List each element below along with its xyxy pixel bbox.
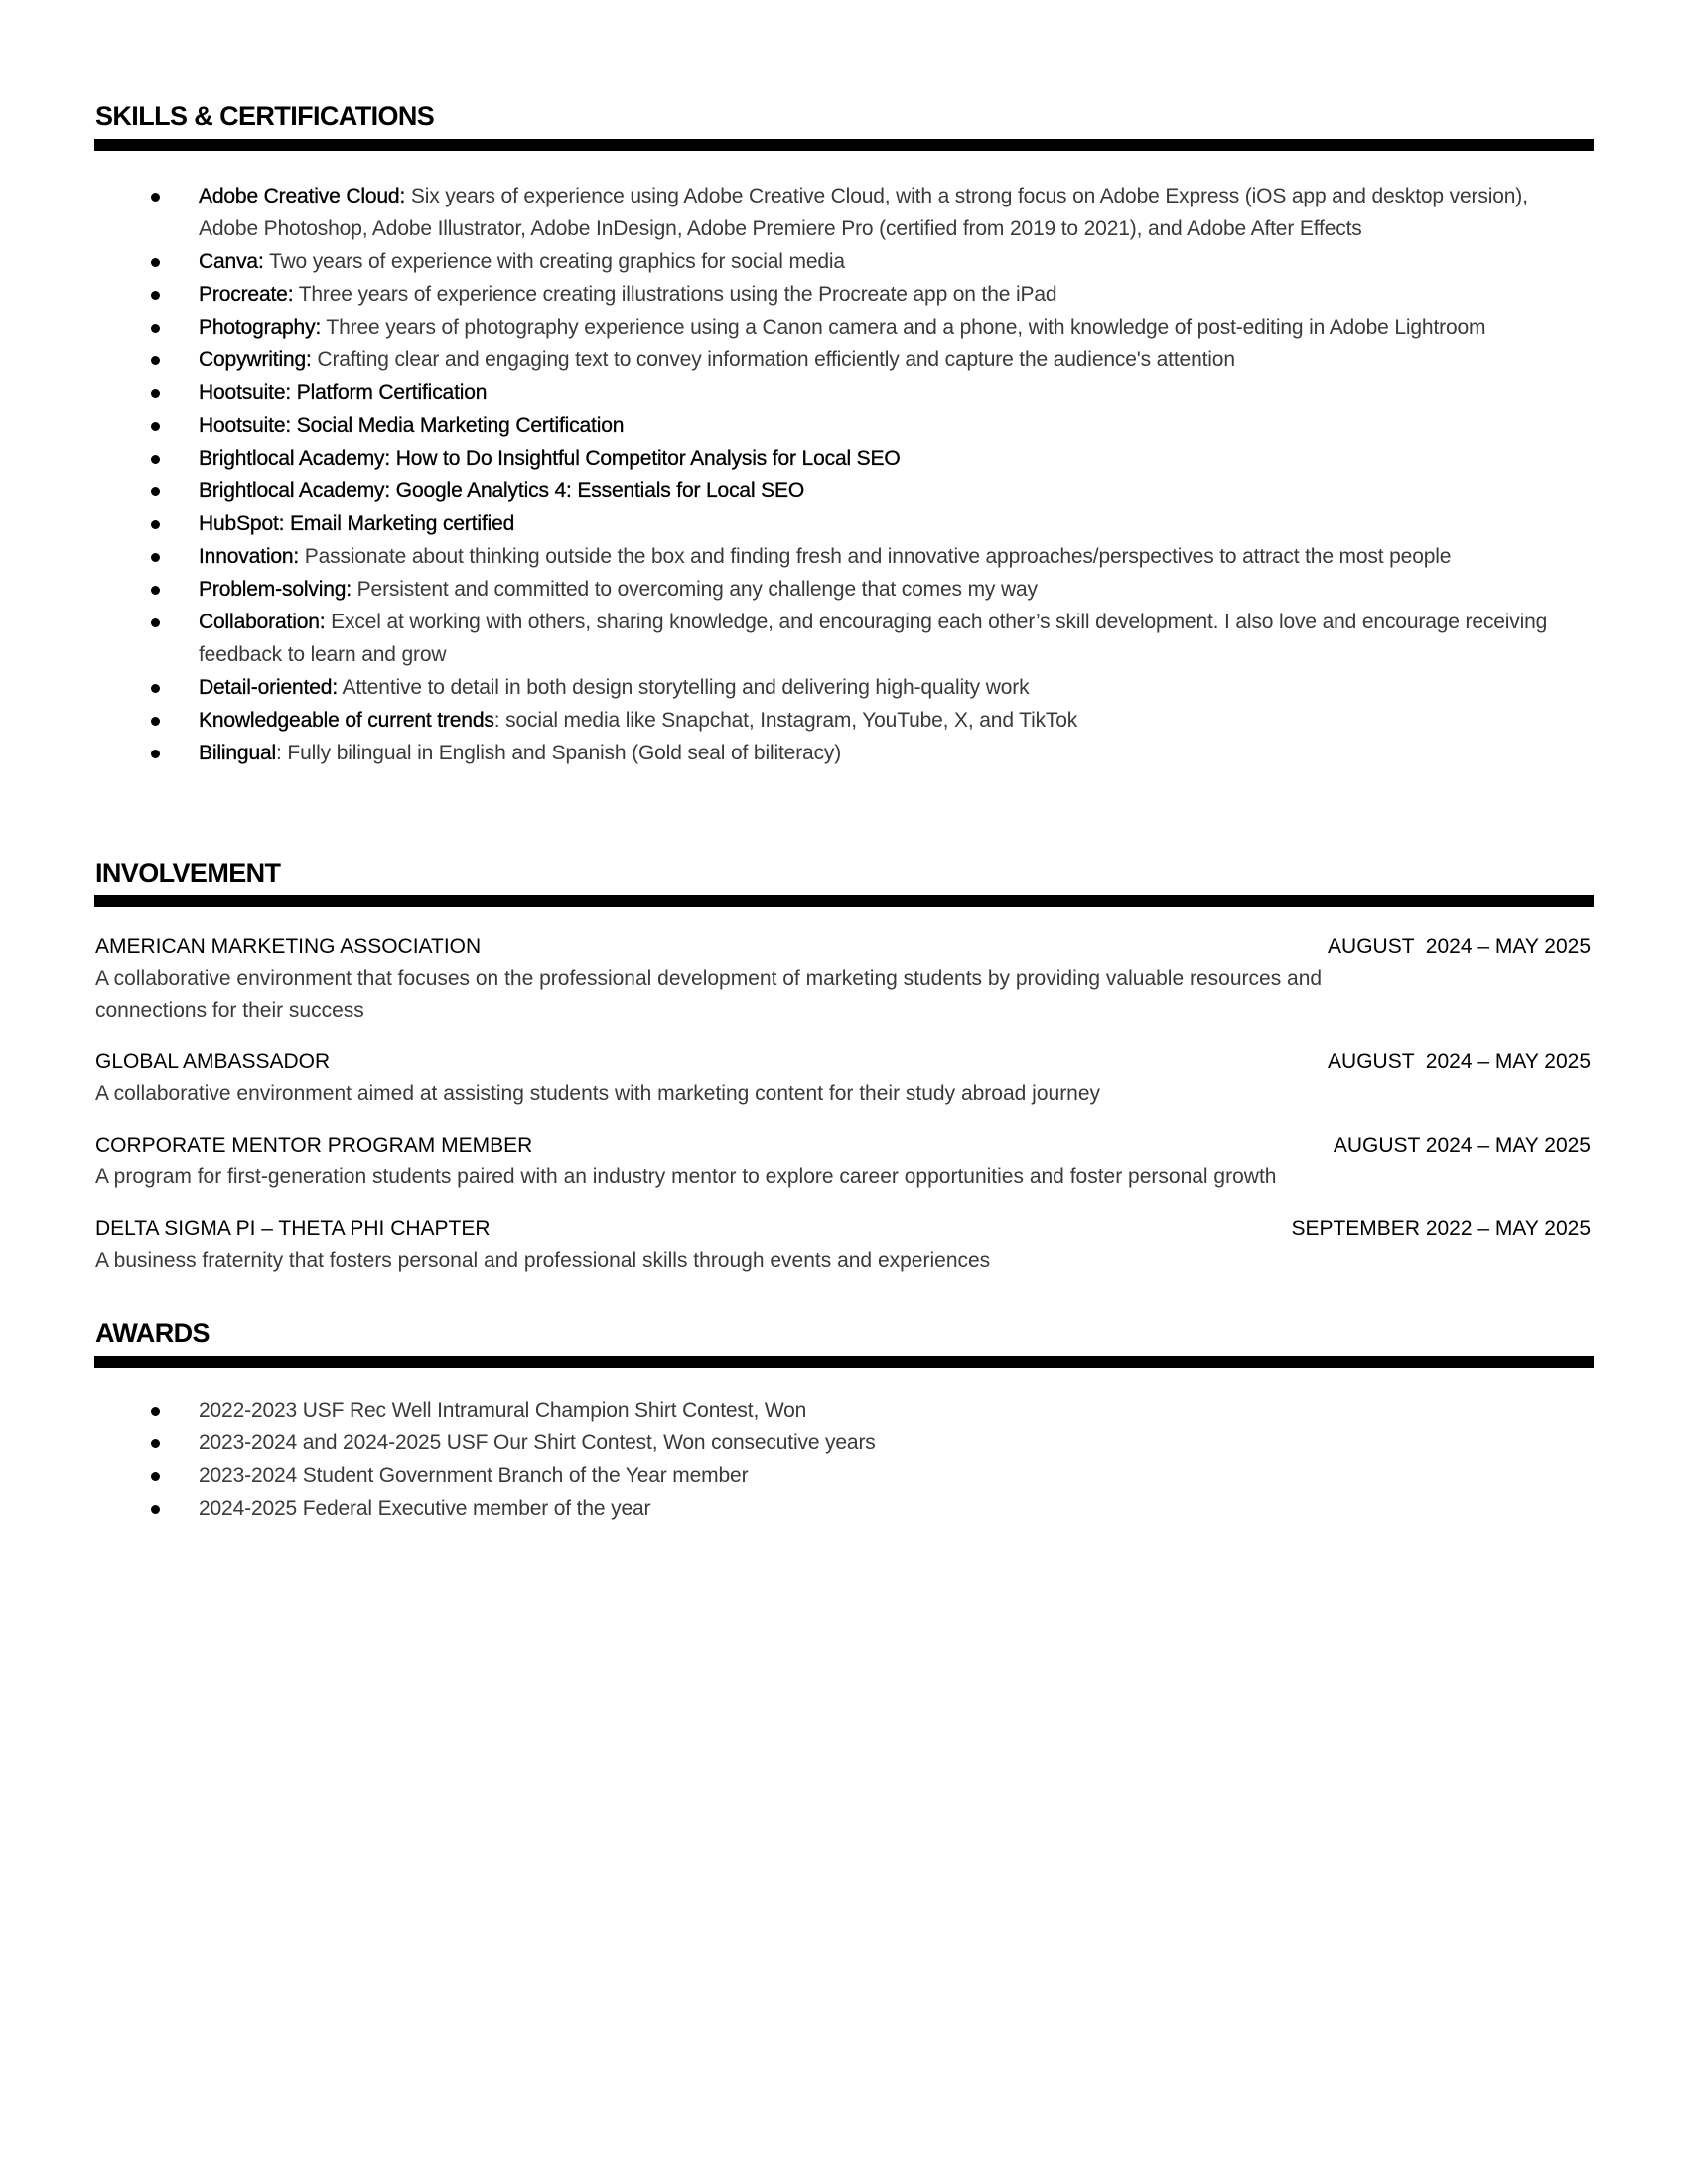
bullet-icon bbox=[151, 487, 160, 496]
skill-description: Attentive to detail in both design storytelling and delivering high-quality work bbox=[338, 676, 1030, 699]
skill-name: Problem-solving: bbox=[199, 578, 352, 601]
bullet-icon bbox=[151, 520, 160, 529]
skill-description: Crafting clear and engaging text to convey information efficiently and capture the audience's attention bbox=[311, 348, 1235, 371]
involvement-entry bbox=[95, 1213, 1591, 1277]
bullet-icon bbox=[151, 389, 160, 398]
entry-dates: SEPTEMBER 2022 – MAY 2025 bbox=[1291, 1217, 1591, 1240]
skill-description: Persistent and committed to overcoming any challenge that comes my way bbox=[352, 578, 1038, 601]
skill-name: Collaboration: bbox=[199, 611, 326, 633]
bullet-icon bbox=[151, 750, 160, 758]
skill-item bbox=[95, 376, 1591, 409]
entry-title: AMERICAN MARKETING ASSOCIATION bbox=[95, 935, 482, 958]
skill-name: Canva: bbox=[199, 250, 264, 273]
skill-name: Copywriting: bbox=[199, 348, 312, 371]
skill-name: HubSpot: Email Marketing certified bbox=[199, 512, 515, 535]
skill-item bbox=[95, 507, 1591, 540]
skill-item bbox=[95, 671, 1591, 704]
entry-dates: AUGUST 2024 – MAY 2025 bbox=[1328, 1050, 1591, 1073]
skill-name: Brightlocal Academy: How to Do Insightful Competitor Analysis for Local SEO bbox=[199, 447, 901, 470]
involvement-heading: INVOLVEMENT bbox=[95, 858, 281, 887]
award-item: 2023-2024 and 2024-2025 USF Our Shirt Contest, Won consecutive years bbox=[95, 1427, 1591, 1459]
skills-section bbox=[95, 99, 1591, 769]
entry-title: CORPORATE MENTOR PROGRAM MEMBER bbox=[95, 1134, 533, 1157]
involvement-entry bbox=[95, 931, 1591, 1026]
skill-name: Knowledgeable of current trends bbox=[199, 709, 494, 732]
skill-item bbox=[95, 475, 1591, 507]
entry-dates: AUGUST 2024 – MAY 2025 bbox=[1328, 935, 1591, 958]
section-divider bbox=[94, 1356, 1594, 1368]
section-divider bbox=[94, 139, 1594, 151]
skill-name: Hootsuite: Platform Certification bbox=[199, 381, 488, 404]
entry-title: GLOBAL AMBASSADOR bbox=[95, 1050, 331, 1073]
skill-item bbox=[95, 704, 1591, 737]
award-item: 2023-2024 Student Government Branch of the Year member bbox=[95, 1459, 1591, 1492]
skill-item bbox=[95, 311, 1591, 343]
skill-item bbox=[95, 245, 1591, 278]
bullet-icon bbox=[151, 1505, 160, 1514]
bullet-icon bbox=[151, 324, 160, 333]
awards-heading: AWARDS bbox=[95, 1318, 210, 1348]
entry-dates: AUGUST 2024 – MAY 2025 bbox=[1333, 1134, 1591, 1157]
skill-name: Bilingual bbox=[199, 742, 277, 764]
section-divider bbox=[94, 895, 1594, 907]
skill-item bbox=[95, 573, 1591, 606]
bullet-icon bbox=[151, 455, 160, 464]
skill-description: Three years of experience creating illustrations using the Procreate app on the iPad bbox=[293, 283, 1057, 306]
entry-description: A collaborative environment that focuses on the professional development of marketing students by providing valuable resources and connections for their success bbox=[95, 967, 1323, 1022]
skill-name: Innovation: bbox=[199, 545, 300, 568]
involvement-entry bbox=[95, 1046, 1591, 1110]
entry-description: A business fraternity that fosters personal and professional skills through events and experiences bbox=[95, 1249, 991, 1272]
awards-section bbox=[95, 1316, 1591, 1525]
skill-item bbox=[95, 540, 1591, 573]
skill-description: Excel at working with others, sharing knowledge, and encouraging each other’s skill development. I also love and encourage receiving feedback to learn and grow bbox=[199, 611, 1548, 666]
skills-list bbox=[95, 180, 1591, 769]
award-item: 2024-2025 Federal Executive member of the year bbox=[95, 1492, 1591, 1525]
bullet-icon bbox=[151, 1472, 160, 1481]
skill-description: Three years of photography experience using a Canon camera and a phone, with knowledge of post-editing in Adobe Lightroom bbox=[321, 316, 1486, 339]
bullet-icon bbox=[151, 684, 160, 693]
awards-list bbox=[95, 1394, 1591, 1525]
skill-item bbox=[95, 180, 1591, 245]
entry-title: DELTA SIGMA PI – THETA PHI CHAPTER bbox=[95, 1217, 491, 1240]
bullet-icon bbox=[151, 291, 160, 300]
skill-item bbox=[95, 278, 1591, 311]
skill-item bbox=[95, 409, 1591, 442]
skill-item bbox=[95, 606, 1591, 671]
skill-description: : social media like Snapchat, Instagram, YouTube, X, and TikTok bbox=[493, 709, 1078, 732]
skill-name: Photography: bbox=[199, 316, 322, 339]
bullet-icon bbox=[151, 1439, 160, 1448]
skill-item bbox=[95, 442, 1591, 475]
bullet-icon bbox=[151, 618, 160, 627]
involvement-list bbox=[95, 931, 1591, 1277]
skill-item bbox=[95, 737, 1591, 769]
skill-name: Adobe Creative Cloud: bbox=[199, 185, 406, 207]
involvement-section bbox=[95, 856, 1591, 1297]
bullet-icon bbox=[151, 717, 160, 726]
bullet-icon bbox=[151, 422, 160, 431]
skill-item bbox=[95, 343, 1591, 376]
entry-description: A program for first-generation students paired with an industry mentor to explore career opportunities and foster personal growth bbox=[95, 1165, 1277, 1188]
skill-name: Procreate: bbox=[199, 283, 294, 306]
skills-heading: SKILLS & CERTIFICATIONS bbox=[95, 101, 435, 131]
skill-name: Brightlocal Academy: Google Analytics 4: Essentials for Local SEO bbox=[199, 479, 805, 502]
involvement-entry bbox=[95, 1130, 1591, 1193]
award-item: 2022-2023 USF Rec Well Intramural Champion Shirt Contest, Won bbox=[95, 1394, 1591, 1427]
skill-description: Passionate about thinking outside the box and finding fresh and innovative approaches/perspectives to attract the most people bbox=[299, 545, 1452, 568]
skill-name: Hootsuite: Social Media Marketing Certification bbox=[199, 414, 625, 437]
bullet-icon bbox=[151, 1407, 160, 1416]
skill-description: : Fully bilingual in English and Spanish (Gold seal of biliteracy) bbox=[276, 742, 842, 764]
bullet-icon bbox=[151, 356, 160, 365]
skill-description: Six years of experience using Adobe Creative Cloud, with a strong focus on Adobe Express (iOS app and desktop version), Adobe Photoshop, Adobe Illustrator, Adobe InDesign, Adobe Premiere Pro (certified from 2019 to 2021), and Adobe After Effects bbox=[199, 185, 1528, 240]
skill-description: Two years of experience with creating graphics for social media bbox=[263, 250, 845, 273]
bullet-icon bbox=[151, 193, 160, 202]
bullet-icon bbox=[151, 586, 160, 595]
skill-name: Detail-oriented: bbox=[199, 676, 339, 699]
bullet-icon bbox=[151, 553, 160, 562]
entry-description: A collaborative environment aimed at assisting students with marketing content for their study abroad journey bbox=[95, 1082, 1101, 1105]
bullet-icon bbox=[151, 258, 160, 267]
